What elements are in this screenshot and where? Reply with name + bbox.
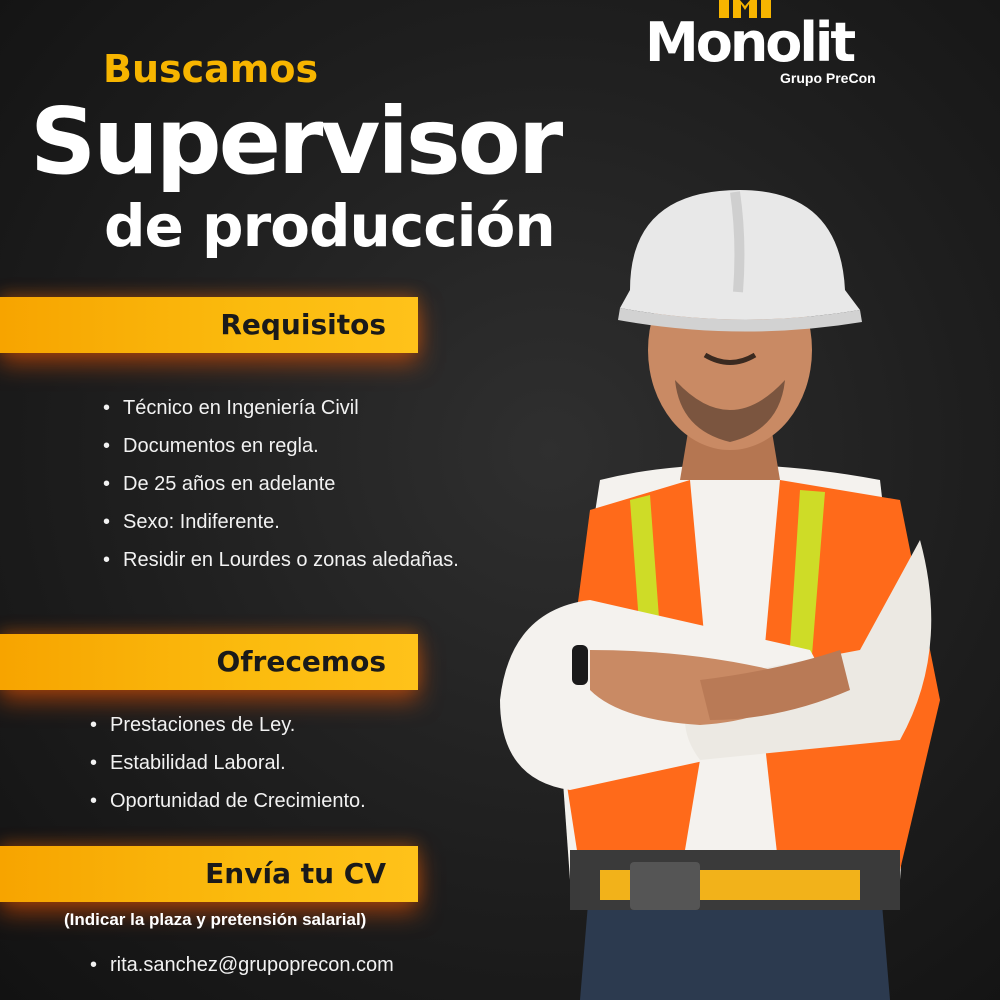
offers-banner — [0, 634, 418, 690]
worker-illustration — [480, 180, 960, 1000]
list-item: • De 25 años en adelante — [103, 465, 459, 503]
list-item: • Prestaciones de Ley. — [90, 706, 366, 744]
offers-heading: Ofrecemos — [216, 645, 386, 678]
list-item: • Sexo: Indiferente. — [103, 503, 459, 541]
brand-name: Monolit — [645, 11, 854, 74]
offers-list — [90, 706, 366, 820]
brand-subtitle: Grupo PreCon — [780, 70, 876, 86]
list-item: • Técnico en Ingeniería Civil — [103, 389, 459, 427]
brand-logo — [645, 0, 905, 95]
contact-banner — [0, 846, 418, 902]
list-item: • Residir en Lourdes o zonas aledañas. — [103, 541, 459, 579]
list-item: • Oportunidad de Crecimiento. — [90, 782, 366, 820]
list-item: • Documentos en regla. — [103, 427, 459, 465]
requirements-list — [103, 389, 459, 579]
contact-heading: Envía tu CV — [205, 857, 386, 890]
list-item: • Estabilidad Laboral. — [90, 744, 366, 782]
headline-subtitle: de producción — [104, 192, 555, 260]
contact-note: (Indicar la plaza y pretensión salarial) — [64, 910, 367, 929]
contact-list — [90, 946, 394, 984]
contact-email[interactable]: • rita.sanchez@grupoprecon.com — [90, 946, 394, 984]
requirements-heading: Requisitos — [220, 308, 386, 341]
requirements-banner — [0, 297, 418, 353]
headline-title: Supervisor — [30, 88, 561, 195]
headline-eyebrow: Buscamos — [103, 47, 319, 91]
